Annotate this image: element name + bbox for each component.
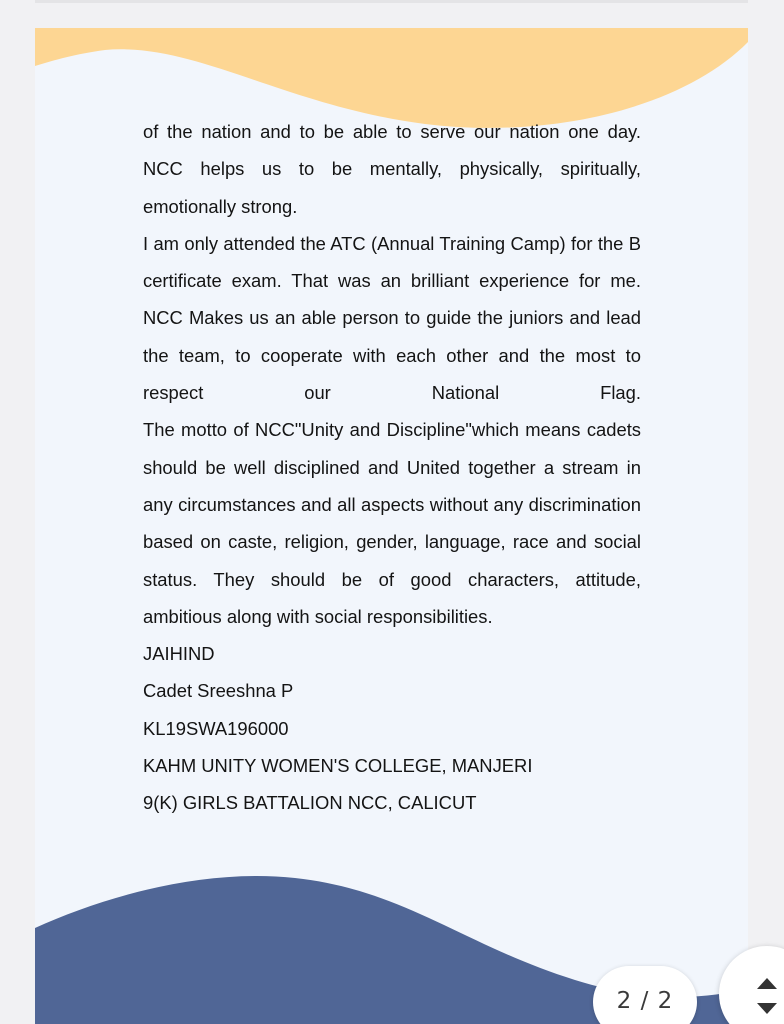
chevron-up-icon[interactable] [755,976,779,990]
previous-page-edge [35,0,748,3]
page-indicator [593,966,697,1024]
letter-paragraph-2: I am only attended the ATC (Annual Training Camp) for the B certificate exam. That was an brilliant experience for me. NCC Makes us an able person to guide the juniors and lead the team, to cooperate with each other and the most to respect our National Flag. [143,232,641,404]
letter-paragraph-1: of the nation and to be able to serve our nation one day. NCC helps us to be mentally, physically, spiritually, emotionally strong. [143,121,641,217]
battalion-name: 9(K) GIRLS BATTALION NCC, CALICUT [143,792,477,814]
chevron-down-icon[interactable] [755,1002,779,1016]
page-indicator-label: 2 / 2 [616,988,674,1014]
letter-body [143,113,641,822]
document-page [35,28,748,1024]
college-name: KAHM UNITY WOMEN'S COLLEGE, MANJERI [143,755,533,777]
regimental-number: KL19SWA196000 [143,717,289,739]
letter-paragraph-3: The motto of NCC"Unity and Discipline"which means cadets should be well disciplined and United together a stream in any circumstances and all aspects without any discrimination based on caste, religion, gender, language, race and social status. They should be of good characters, attitude, ambitious along with social responsibilities. [143,419,641,627]
cadet-name: Cadet Sreeshna P [143,680,294,702]
salute-line: JAIHIND [143,643,215,665]
